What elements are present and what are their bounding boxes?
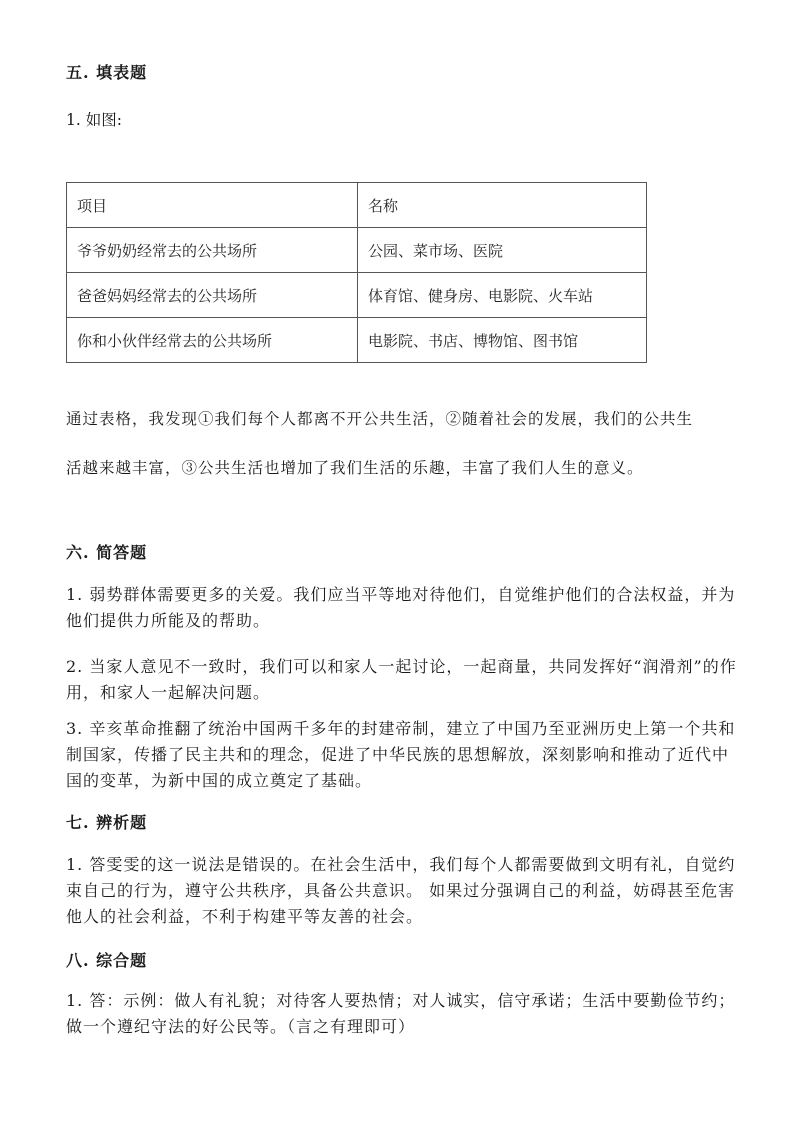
header-item: 项目 <box>67 183 358 228</box>
conclusion-line-1: 通过表格，我发现①我们每个人都离不开公共生活，②随着社会的发展，我们的公共生 <box>66 410 694 428</box>
table-cell: 公园、菜市场、医院 <box>358 228 647 273</box>
comprehensive-answer: 1. 答：示例：做人有礼貌；对待客人要热情；对人诚实，信守承诺；生活中要勤俭节约；做一个遵纪守法的好公民等。（言之有理即可） <box>66 991 736 1036</box>
section-5-heading: 五. 填表题 <box>66 63 148 82</box>
public-places-table <box>66 182 647 363</box>
section-7-heading: 七. 辨析题 <box>66 813 148 832</box>
analysis-answer: 1. 答雯雯的这一说法是错误的。在社会生活中，我们每个人都需要做到文明有礼，自觉约束自己的行为，遵守公共秩序，具备公共意识。 如果过分强调自己的利益，妨碍甚至危害他人的社会利益，不利于构建平等友善的社会。 <box>66 855 736 926</box>
table-cell: 爷爷奶奶经常去的公共场所 <box>67 228 358 273</box>
table-row <box>67 273 647 318</box>
header-name: 名称 <box>358 183 647 228</box>
short-answer-3: 3. 辛亥革命推翻了统治中国两千多年的封建帝制，建立了中国乃至亚洲历史上第一个共和制国家，传播了民主共和的理念，促进了中华民族的思想解放，深刻影响和推动了近代中国的变革，为新中国的成立奠定了基础。 <box>66 719 736 790</box>
table-row <box>67 228 647 273</box>
table-cell: 爸爸妈妈经常去的公共场所 <box>67 273 358 318</box>
table-row <box>67 318 647 363</box>
table-cell: 电影院、书店、博物馆、图书馆 <box>358 318 647 363</box>
table-cell: 体育馆、健身房、电影院、火车站 <box>358 273 647 318</box>
short-answer-2: 2. 当家人意见不一致时，我们可以和家人一起讨论，一起商量，共同发挥好“润滑剂”的作用，和家人一起解决问题。 <box>66 657 737 702</box>
table-header-row <box>67 183 647 228</box>
conclusion-line-2: 活越来越丰富，③公共生活也增加了我们生活的乐趣，丰富了我们人生的意义。 <box>66 459 644 477</box>
section-6-heading: 六. 简答题 <box>66 543 148 562</box>
question-1-label: 1. 如图: <box>66 111 122 129</box>
section-8-heading: 八. 综合题 <box>66 951 148 970</box>
short-answer-1: 1. 弱势群体需要更多的关爱。我们应当平等地对待他们，自觉维护他们的合法权益，并为他们提供力所能及的帮助。 <box>66 585 736 630</box>
table-cell: 你和小伙伴经常去的公共场所 <box>67 318 358 363</box>
